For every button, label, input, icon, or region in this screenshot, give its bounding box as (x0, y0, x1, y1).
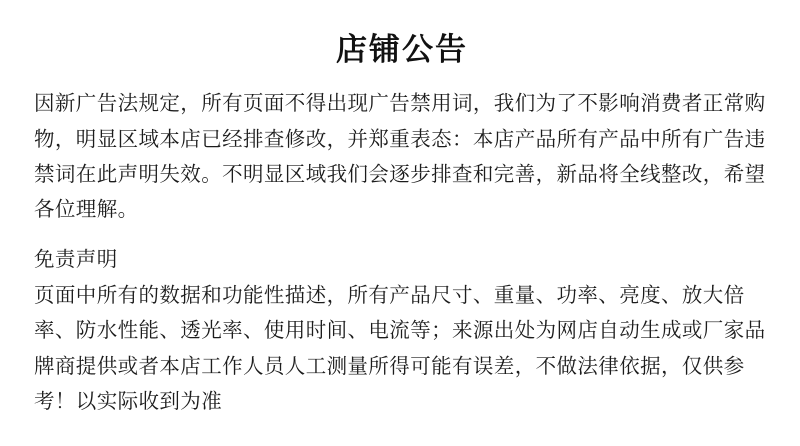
disclaimer-heading: 免责声明 (34, 247, 118, 272)
disclaimer-paragraph: 页面中所有的数据和功能性描述，所有产品尺寸、重量、功率、亮度、放大倍率、防水性能、透光率、使用时间、电流等；来源出处为网店自动生成或厂家品牌商提供或者本店工作人员人工测量所得可能有误差，不做法律依据，仅供参考！以实际收到为准 (34, 283, 766, 413)
announcement-main-paragraph: 因新广告法规定，所有页面不得出现广告禁用词，我们为了不影响消费者正常购物，明显区域本店已经排查修改，并郑重表态：本店产品所有产品中所有广告违禁词在此声明失效。不明显区域我们会逐步排查和完善，新品将全线整改，希望各位理解。 (34, 91, 766, 222)
page-title: 店铺公告 (336, 32, 468, 68)
